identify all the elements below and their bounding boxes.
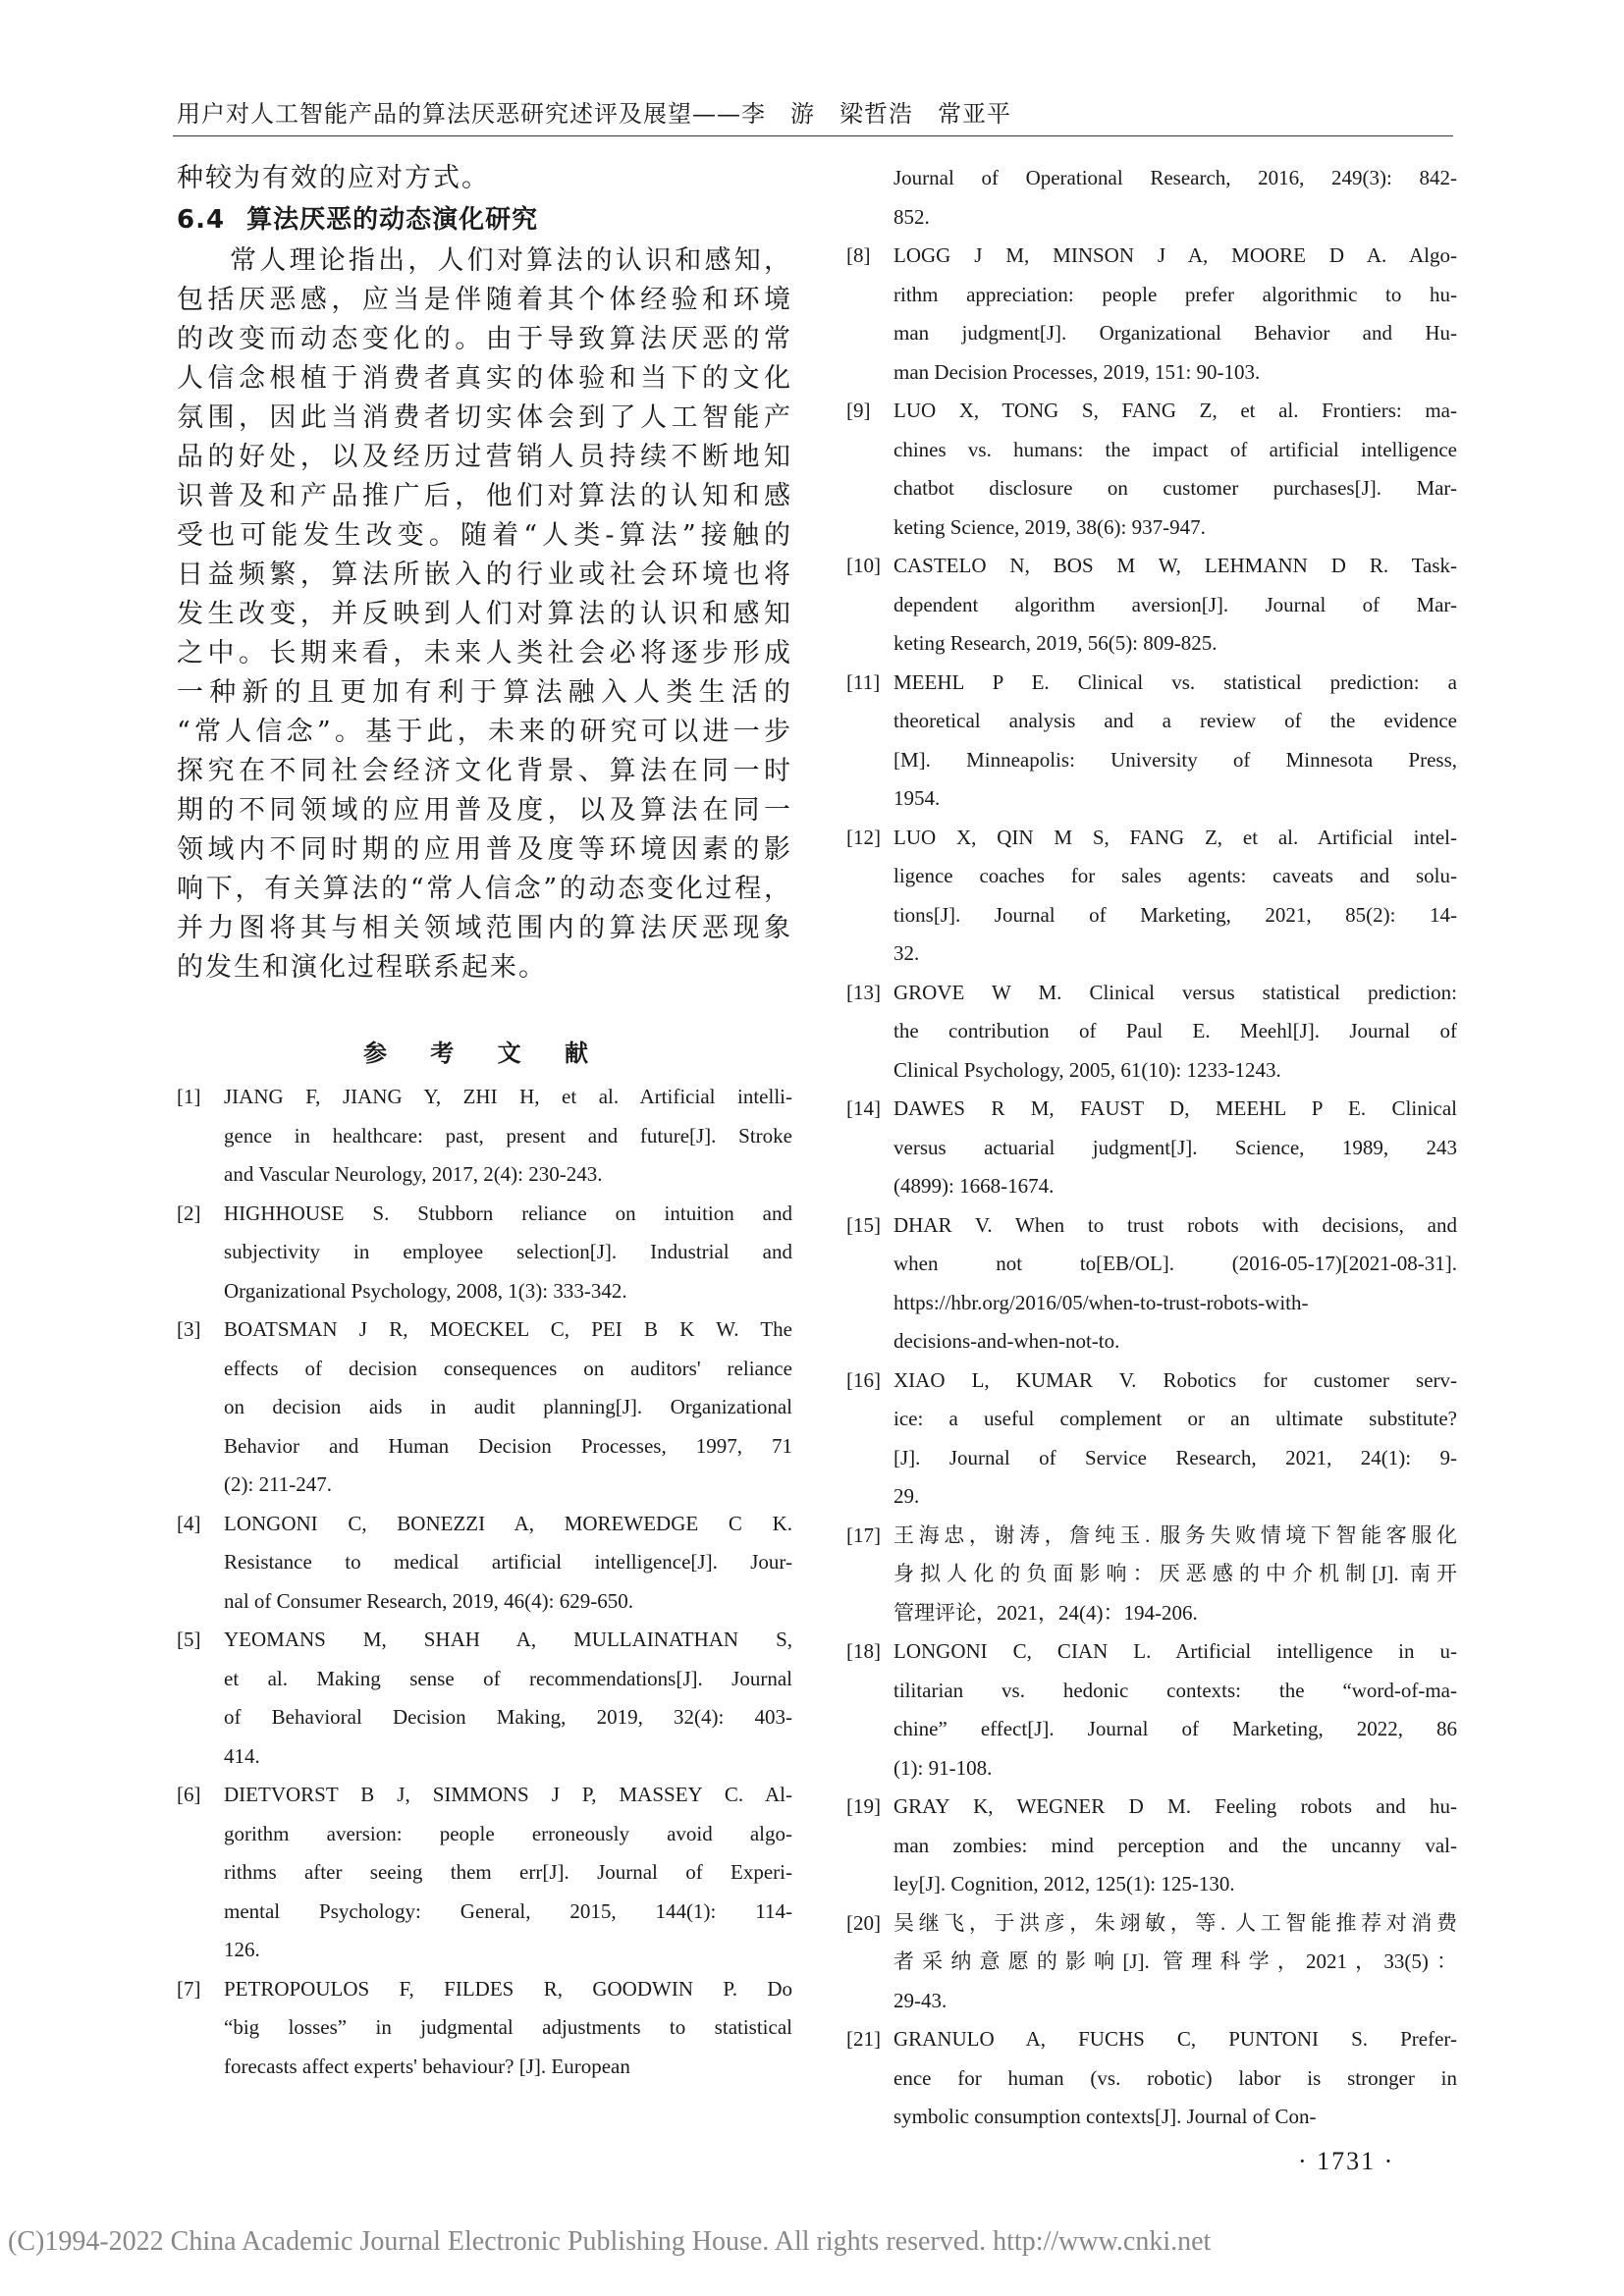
reference-line: symbolic consumption contexts[J]. Journal of Con- bbox=[893, 2105, 1317, 2128]
reference-line: GRANULO A, FUCHS C, PUNTONI S. Prefer- bbox=[893, 2027, 1457, 2051]
reference-line: 者采纳意愿的影响[J]. 管理科学，2021，33(5)： bbox=[893, 1949, 1457, 1973]
reference-text bbox=[846, 159, 1457, 237]
paragraph-line: 的改变而动态变化的。由于导致算法厌恶的常 bbox=[177, 324, 792, 354]
reference-item bbox=[846, 1904, 1457, 2021]
reference-line: ligence coaches for sales agents: caveats and solu- bbox=[893, 864, 1457, 887]
reference-text bbox=[893, 2020, 1457, 2137]
reference-line: man Decision Processes, 2019, 151: 90-103. bbox=[893, 359, 1261, 384]
reference-line: 1954. bbox=[893, 786, 941, 810]
reference-line: 吴继飞，于洪彦，朱翊敏，等. 人工智能推荐对消费 bbox=[893, 1910, 1457, 1935]
reference-item bbox=[846, 1090, 1457, 1206]
reference-line: 126. bbox=[224, 1938, 260, 1961]
reference-text bbox=[224, 1621, 792, 1776]
reference-line: 852. bbox=[893, 204, 930, 229]
reference-number: [8] bbox=[846, 243, 871, 267]
reference-item bbox=[846, 819, 1457, 974]
reference-line: gence in healthcare: past, present and future[J]. Stroke bbox=[224, 1123, 792, 1148]
reference-list-left bbox=[177, 1078, 792, 2086]
reference-item bbox=[177, 1195, 792, 1311]
reference-text bbox=[893, 819, 1457, 974]
reference-number: [1] bbox=[177, 1085, 201, 1108]
references-heading: 参 考 文 献 bbox=[362, 1040, 607, 1067]
reference-text bbox=[893, 1632, 1457, 1788]
reference-line: CASTELO N, BOS M W, LEHMANN D R. Task- bbox=[893, 554, 1457, 577]
reference-item bbox=[177, 1776, 792, 1970]
reference-line: the contribution of Paul E. Meehl[J]. Journal of bbox=[893, 1019, 1457, 1042]
left-column bbox=[177, 159, 792, 2086]
reference-line: 414. bbox=[224, 1743, 260, 1768]
reference-line: GROVE W M. Clinical versus statistical prediction: bbox=[893, 980, 1457, 1004]
section-heading bbox=[177, 200, 792, 240]
reference-text bbox=[893, 1517, 1457, 1633]
reference-line: LOGG J M, MINSON J A, MOORE D A. Algo- bbox=[893, 243, 1457, 267]
paragraph-line: 探究在不同社会经济文化背景、算法在同一时 bbox=[177, 756, 792, 786]
reference-list-right bbox=[846, 159, 1457, 2137]
reference-line: XIAO L, KUMAR V. Robotics for customer serv- bbox=[893, 1367, 1457, 1392]
reference-line: ice: a useful complement or an ultimate substitute? bbox=[893, 1407, 1457, 1430]
reference-line: chines vs. humans: the impact of artificial intelligence bbox=[893, 437, 1457, 461]
running-header: 用户对人工智能产品的算法厌恶研究述评及展望——李 游 梁哲浩 常亚平 bbox=[177, 100, 1011, 128]
reference-line: https://hbr.org/2016/05/when-to-trust-robots-with- bbox=[893, 1290, 1309, 1314]
reference-line: theoretical analysis and a review of the evidence bbox=[893, 709, 1457, 732]
reference-line: subjectivity in employee selection[J]. Industrial and bbox=[224, 1240, 792, 1263]
reference-line: 身拟人化的负面影响：厌恶感的中介机制[J]. 南开 bbox=[893, 1562, 1457, 1585]
section-number: 6.4 bbox=[177, 205, 226, 235]
paragraph-line: 常人理论指出，人们对算法的认识和感知， bbox=[230, 245, 792, 276]
reference-text bbox=[893, 1788, 1457, 1904]
reference-line: 29-43. bbox=[893, 1988, 947, 2012]
section-title: 算法厌恶的动态演化研究 bbox=[246, 205, 539, 235]
reference-number: [19] bbox=[846, 1794, 881, 1818]
reference-line: (4899): 1668-1674. bbox=[893, 1174, 1055, 1198]
reference-line: [J]. Journal of Service Research, 2021, 24(1): 9- bbox=[893, 1445, 1457, 1469]
reference-item bbox=[846, 1206, 1457, 1362]
header-rule bbox=[173, 135, 1453, 136]
reference-line: dependent algorithm aversion[J]. Journal of Mar- bbox=[893, 592, 1457, 616]
footer-copyright: (C)1994-2022 China Academic Journal Electronic Publishing House. All rights reserved. http://www.cnki.net bbox=[8, 2226, 1212, 2257]
paragraph-line: 并力图将其与相关领域范围内的算法厌恶现象 bbox=[177, 913, 792, 943]
reference-line: et al. Making sense of recommendations[J]. Journal bbox=[224, 1666, 792, 1690]
paragraph-line: 响下，有关算法的“常人信念”的动态变化过程， bbox=[177, 874, 792, 904]
paragraph-line: 领域内不同时期的应用普及度等环境因素的影 bbox=[177, 834, 792, 865]
reference-item bbox=[177, 1970, 792, 2087]
reference-line: LONGONI C, BONEZZI A, MOREWEDGE C K. bbox=[224, 1511, 792, 1535]
reference-text bbox=[893, 392, 1457, 547]
reference-number: [5] bbox=[177, 1628, 201, 1651]
reference-line: effects of decision consequences on auditors' reliance bbox=[224, 1356, 792, 1380]
reference-line: Clinical Psychology, 2005, 61(10): 1233-1243. bbox=[893, 1057, 1281, 1082]
paragraph-line: 受也可能发生改变。随着“人类-算法”接触的 bbox=[177, 520, 792, 551]
reference-line: ence for human (vs. robotic) labor is stronger in bbox=[893, 2065, 1457, 2090]
reference-item bbox=[177, 1310, 792, 1505]
reference-line: and Vascular Neurology, 2017, 2(4): 230-243. bbox=[224, 1162, 603, 1186]
reference-number: [12] bbox=[846, 825, 881, 849]
reference-number: [4] bbox=[177, 1511, 201, 1535]
reference-line: JIANG F, JIANG Y, ZHI H, et al. Artificial intelli- bbox=[224, 1085, 792, 1108]
reference-line: ley[J]. Cognition, 2012, 125(1): 125-130. bbox=[893, 1872, 1235, 1896]
reference-line: (1): 91-108. bbox=[893, 1755, 993, 1780]
reference-number: [9] bbox=[846, 399, 871, 422]
reference-text bbox=[224, 1310, 792, 1505]
reference-number: [15] bbox=[846, 1212, 881, 1237]
reference-line: on decision aids in audit planning[J]. Organizational bbox=[224, 1395, 792, 1418]
reference-line: Organizational Psychology, 2008, 1(3): 333-342. bbox=[224, 1278, 627, 1303]
paragraph-line: 的发生和演化过程联系起来。 bbox=[177, 952, 547, 983]
reference-line: Journal of Operational Research, 2016, 249(3): 842- bbox=[893, 166, 1457, 189]
reference-line: versus actuarial judgment[J]. Science, 1989, 243 bbox=[893, 1135, 1457, 1159]
reference-line: YEOMANS M, SHAH A, MULLAINATHAN S, bbox=[224, 1628, 792, 1651]
reference-number: [14] bbox=[846, 1096, 881, 1120]
reference-item bbox=[846, 1517, 1457, 1633]
reference-number: [17] bbox=[846, 1522, 881, 1547]
reference-number: [3] bbox=[177, 1317, 201, 1341]
reference-number: [2] bbox=[177, 1201, 201, 1225]
reference-text bbox=[893, 1206, 1457, 1362]
paragraph-line: 日益频繁，算法所嵌入的行业或社会环境也将 bbox=[177, 560, 792, 590]
reference-line: LONGONI C, CIAN L. Artificial intelligence in u- bbox=[893, 1639, 1457, 1663]
reference-item bbox=[846, 392, 1457, 547]
reference-line: MEEHL P E. Clinical vs. statistical prediction: a bbox=[893, 669, 1457, 694]
reference-number: [13] bbox=[846, 980, 881, 1004]
reference-item bbox=[846, 1632, 1457, 1788]
reference-line: “big losses” in judgmental adjustments to statistical bbox=[224, 2015, 792, 2039]
reference-item bbox=[846, 1362, 1457, 1517]
reference-line: 29. bbox=[893, 1484, 920, 1508]
reference-line: chatbot disclosure on customer purchases[J]. Mar- bbox=[893, 476, 1457, 500]
reference-text bbox=[224, 1078, 792, 1195]
reference-item bbox=[846, 974, 1457, 1091]
reference-item bbox=[846, 664, 1457, 819]
paragraph-line: 一种新的且更加有利于算法融入人类生活的 bbox=[177, 677, 792, 708]
reference-line: tions[J]. Journal of Marketing, 2021, 85(2): 14- bbox=[893, 902, 1457, 927]
opening-line: 种较为有效的应对方式。 bbox=[177, 163, 490, 193]
right-column bbox=[846, 159, 1457, 2137]
reference-text bbox=[893, 237, 1457, 392]
reference-item bbox=[846, 547, 1457, 664]
reference-line: PETROPOULOS F, FILDES R, GOODWIN P. Do bbox=[224, 1976, 792, 2001]
reference-line: DIETVORST B J, SIMMONS J P, MASSEY C. Al- bbox=[224, 1783, 792, 1806]
reference-line: HIGHHOUSE S. Stubborn reliance on intuition and bbox=[224, 1201, 792, 1225]
paragraph-line: 期的不同领域的应用普及度，以及算法在同一 bbox=[177, 795, 792, 826]
reference-line: keting Science, 2019, 38(6): 937-947. bbox=[893, 514, 1206, 539]
reference-line: 32. bbox=[893, 941, 920, 965]
paragraph-line: “常人信念”。基于此，未来的研究可以进一步 bbox=[177, 717, 792, 747]
reference-number: [21] bbox=[846, 2027, 881, 2051]
reference-line: when not to[EB/OL]. (2016-05-17)[2021-08-31]. bbox=[893, 1252, 1457, 1275]
reference-line: DAWES R M, FAUST D, MEEHL P E. Clinical bbox=[893, 1096, 1457, 1120]
paragraph-line: 发生改变，并反映到人们对算法的认识和感知 bbox=[177, 599, 792, 629]
reference-text bbox=[224, 1195, 792, 1311]
paragraph-line: 之中。长期来看，未来人类社会必将逐步形成 bbox=[177, 638, 792, 668]
reference-line: rithms after seeing them err[J]. Journal of Experi- bbox=[224, 1860, 792, 1884]
reference-number: [18] bbox=[846, 1639, 881, 1663]
reference-text bbox=[224, 1505, 792, 1622]
reference-line: tilitarian vs. hedonic contexts: the “word-of-ma- bbox=[893, 1678, 1457, 1702]
reference-text bbox=[893, 974, 1457, 1091]
reference-line: decisions-and-when-not-to. bbox=[893, 1329, 1120, 1353]
reference-line: Behavior and Human Decision Processes, 1997, 71 bbox=[224, 1433, 792, 1458]
reference-line: DHAR V. When to trust robots with decisions, and bbox=[893, 1212, 1457, 1237]
reference-item bbox=[177, 1078, 792, 1195]
reference-line: gorithm aversion: people erroneously avoid algo- bbox=[224, 1821, 792, 1845]
reference-line: keting Research, 2019, 56(5): 809-825. bbox=[893, 631, 1218, 655]
reference-text bbox=[893, 547, 1457, 664]
reference-item bbox=[846, 159, 1457, 237]
reference-line: LUO X, TONG S, FANG Z, et al. Frontiers: ma- bbox=[893, 399, 1457, 422]
reference-text bbox=[893, 1362, 1457, 1517]
body-paragraph bbox=[177, 241, 792, 988]
paragraph-line: 品的好处，以及经历过营销人员持续不断地知 bbox=[177, 442, 792, 472]
reference-item bbox=[846, 237, 1457, 392]
reference-number: [20] bbox=[846, 1910, 881, 1935]
page-number: · 1731 · bbox=[1298, 2147, 1395, 2175]
reference-item bbox=[846, 2020, 1457, 2137]
reference-line: LUO X, QIN M S, FANG Z, et al. Artificial intel- bbox=[893, 825, 1457, 849]
reference-line: forecasts affect experts' behaviour? [J]. European bbox=[224, 2054, 630, 2078]
reference-line: BOATSMAN J R, MOECKEL C, PEI B K W. The bbox=[224, 1317, 792, 1341]
reference-number: [16] bbox=[846, 1367, 881, 1392]
reference-line: of Behavioral Decision Making, 2019, 32(4): 403- bbox=[224, 1705, 792, 1729]
reference-line: 管理评论，2021，24(4)：194-206. bbox=[893, 1600, 1198, 1625]
reference-line: nal of Consumer Research, 2019, 46(4): 629-650. bbox=[224, 1588, 633, 1613]
reference-line: chine” effect[J]. Journal of Marketing, 2022, 86 bbox=[893, 1717, 1457, 1740]
reference-number: [7] bbox=[177, 1976, 201, 2001]
reference-line: Resistance to medical artificial intelligence[J]. Jour- bbox=[224, 1550, 792, 1574]
reference-text bbox=[224, 1776, 792, 1970]
reference-line: GRAY K, WEGNER D M. Feeling robots and hu- bbox=[893, 1794, 1457, 1818]
reference-item bbox=[177, 1621, 792, 1776]
paragraph-line: 识普及和产品推广后，他们对算法的认知和感 bbox=[177, 481, 792, 511]
reference-text bbox=[893, 1090, 1457, 1206]
reference-item bbox=[177, 1505, 792, 1622]
paragraph-line: 氛围，因此当消费者切实体会到了人工智能产 bbox=[177, 402, 792, 433]
reference-number: [10] bbox=[846, 554, 881, 577]
reference-line: man judgment[J]. Organizational Behavior and Hu- bbox=[893, 321, 1457, 345]
reference-line: (2): 211-247. bbox=[224, 1472, 333, 1496]
reference-text bbox=[893, 664, 1457, 819]
paragraph-line: 包括厌恶感，应当是伴随着其个体经验和环境 bbox=[177, 285, 792, 315]
reference-text bbox=[893, 1904, 1457, 2021]
reference-line: mental Psychology: General, 2015, 144(1): 114- bbox=[224, 1898, 792, 1923]
reference-line: man zombies: mind perception and the uncanny val- bbox=[893, 1833, 1457, 1857]
reference-item bbox=[846, 1788, 1457, 1904]
reference-line: 王海忠，谢涛，詹纯玉. 服务失败情境下智能客服化 bbox=[893, 1522, 1457, 1547]
reference-line: rithm appreciation: people prefer algorithmic to hu- bbox=[893, 282, 1457, 306]
paragraph-line: 人信念根植于消费者真实的体验和当下的文化 bbox=[177, 363, 792, 394]
reference-number: [11] bbox=[846, 669, 881, 694]
reference-number: [6] bbox=[177, 1783, 201, 1806]
reference-line: [M]. Minneapolis: University of Minnesota Press, bbox=[893, 747, 1457, 772]
reference-text bbox=[224, 1970, 792, 2087]
